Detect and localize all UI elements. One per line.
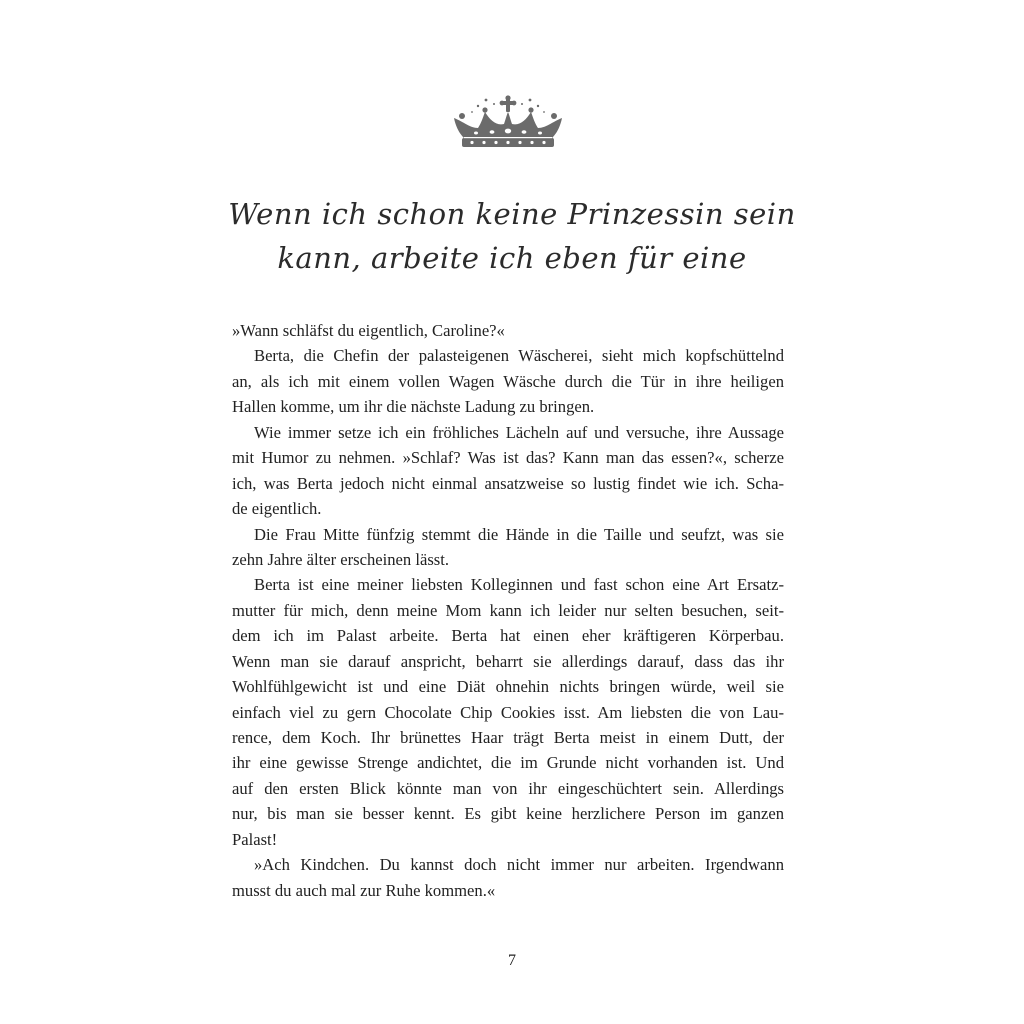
chapter-title bbox=[200, 192, 824, 280]
text-line: Wohlfühlgewicht ist und eine Diät ohnehin nichts bringen würde, weil sie bbox=[232, 677, 784, 697]
text-line: Berta ist eine meiner liebsten Kolleginnen und fast schon eine Art Ersatz- bbox=[254, 575, 784, 595]
text-line: de eigentlich. bbox=[232, 499, 322, 519]
chapter-title-line-1: Wenn ich schon keine Prinzessin sein bbox=[228, 197, 796, 231]
body-text bbox=[232, 318, 784, 903]
text-line: rence, dem Koch. Ihr brünettes Haar trägt Berta meist in einem Dutt, der bbox=[232, 728, 784, 747]
text-line: dem ich im Palast arbeite. Berta hat einen eher kräftigeren Körperbau. bbox=[232, 626, 784, 646]
text-line: Wie immer setze ich ein fröhliches Lächeln auf und versuche, ihre Aussage bbox=[254, 422, 784, 442]
text-line: Wenn man sie darauf anspricht, beharrt sie allerdings darauf, dass das ihr bbox=[232, 651, 784, 671]
text-line: Berta, die Chefin der palasteigenen Wäscherei, sieht mich kopfschüttelnd bbox=[254, 346, 784, 366]
text-line: Die Frau Mitte fünfzig stemmt die Hände in die Taille und seufzt, was sie bbox=[254, 524, 784, 544]
text-line: »Wann schläfst du eigentlich, Caroline?« bbox=[232, 321, 505, 340]
text-line: an, als ich mit einem vollen Wagen Wäsche durch die Tür in ihre heiligen bbox=[232, 371, 784, 391]
text-line: ich, was Berta jedoch nicht einmal ansatzweise so lustig findet wie ich. Scha- bbox=[232, 473, 784, 493]
text-line: musst du auch mal zur Ruhe kommen.« bbox=[232, 880, 496, 900]
text-line: mit Humor zu nehmen. »Schlaf? Was ist das? Kann man das essen?«, scherze bbox=[232, 448, 784, 468]
chapter-title-line-2: kann, arbeite ich eben für eine bbox=[277, 241, 747, 275]
text-line: »Ach Kindchen. Du kannst doch nicht immer nur arbeiten. Irgendwann bbox=[254, 855, 784, 875]
text-line: auf den ersten Blick könnte man von ihr eingeschüchtert sein. Allerdings bbox=[232, 778, 784, 798]
page-number: 7 bbox=[508, 952, 516, 969]
crown-icon bbox=[448, 94, 568, 152]
text-line: ihr eine gewisse Strenge andichtet, die im Grunde nicht vorhanden ist. Und bbox=[232, 753, 784, 773]
text-line: Hallen komme, um ihr die nächste Ladung zu bringen. bbox=[232, 397, 595, 417]
text-line: einfach viel zu gern Chocolate Chip Cookies isst. Am liebsten die von Lau- bbox=[232, 702, 784, 722]
text-line: zehn Jahre älter erscheinen lässt. bbox=[232, 549, 449, 569]
text-line: Palast! bbox=[232, 829, 278, 849]
text-line: mutter für mich, denn meine Mom kann ich leider nur selten besuchen, seit- bbox=[232, 600, 784, 620]
text-line: nur, bis man sie besser kennt. Es gibt keine herzlichere Person im ganzen bbox=[232, 804, 784, 824]
